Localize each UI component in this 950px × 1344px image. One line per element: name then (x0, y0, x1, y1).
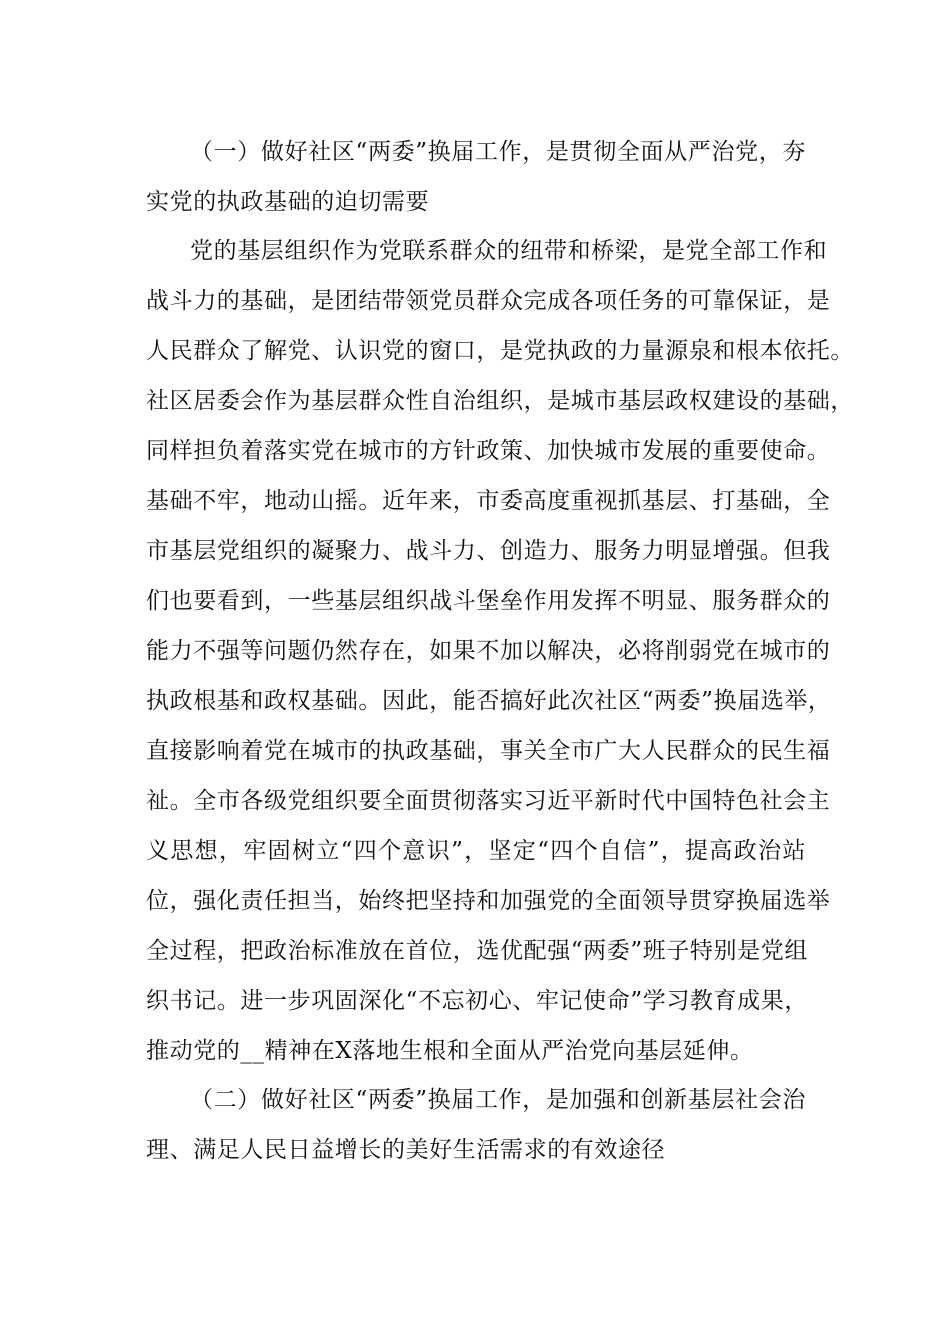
paragraph-1-line-14: 位，强化责任担当，始终把坚持和加强党的全面领导贯穿换届选举 (146, 888, 831, 914)
heading-1-line-2: 实党的执政基础的迫切需要 (146, 189, 430, 215)
paragraph-1-line-16: 织书记。进一步巩固深化“不忘初心、牢记使命”学习教育成果， (146, 988, 808, 1014)
paragraph-1-line-5: 同样担负着落实党在城市的方针政策、加快城市发展的重要使命。 (146, 438, 831, 464)
paragraph-1-line-2: 战斗力的基础，是团结带领党员群众完成各项任务的可靠保证，是 (146, 288, 831, 314)
paragraph-1-line-1: 党的基层组织作为党联系群众的纽带和桥梁，是党全部工作和 (190, 238, 828, 264)
paragraph-1-line-15: 全过程，把政治标准放在首位，选优配强“两委”班子特别是党组 (146, 938, 808, 964)
paragraph-1-line-4: 社区居委会作为基层群众性自治组织，是城市基层政权建设的基础， (146, 388, 854, 414)
paragraph-1-line-8: 们也要看到，一些基层组织战斗堡垒作用发挥不明显、服务群众的 (146, 588, 831, 614)
heading-1-line-1: （一）做好社区“两委”换届工作，是贯彻全面从严治党，夯 (190, 139, 806, 165)
heading-2-line-2: 理、满足人民日益增长的美好生活需求的有效途径 (146, 1137, 666, 1163)
heading-2-line-1: （二）做好社区“两委”换届工作，是加强和创新基层社会治 (190, 1087, 806, 1113)
paragraph-1-line-3: 人民群众了解党、认识党的窗口，是党执政的力量源泉和根本依托。 (146, 338, 854, 364)
paragraph-1-line-6: 基础不牢，地动山摇。近年来，市委高度重视抓基层、打基础，全 (146, 488, 831, 514)
paragraph-1-line-12: 祉。全市各级党组织要全面贯彻落实习近平新时代中国特色社会主 (146, 788, 831, 814)
paragraph-1-line-17: 推动党的__精神在X落地生根和全面从严治党向基层延伸。 (146, 1038, 754, 1064)
paragraph-1-line-9: 能力不强等问题仍然存在，如果不加以解决，必将削弱党在城市的 (146, 638, 831, 664)
paragraph-1-line-10: 执政根基和政权基础。因此，能否搞好此次社区“两委”换届选举， (146, 688, 832, 714)
paragraph-1-line-13: 义思想，牢固树立“四个意识”，坚定“四个自信”，提高政治站 (146, 838, 806, 864)
paragraph-1-line-7: 市基层党组织的凝聚力、战斗力、创造力、服务力明显增强。但我 (146, 538, 831, 564)
paragraph-1-line-11: 直接影响着党在城市的执政基础，事关全市广大人民群众的民生福 (146, 738, 831, 764)
